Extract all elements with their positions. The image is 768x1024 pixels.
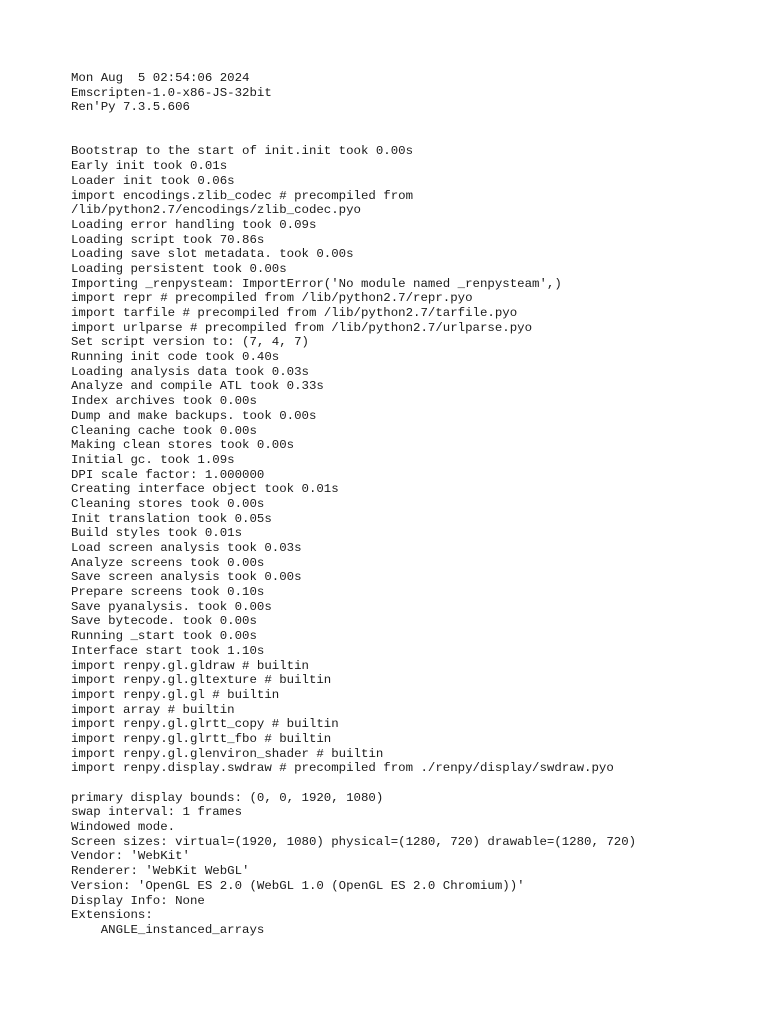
log-line: Init translation took 0.05s bbox=[71, 511, 272, 526]
log-line: swap interval: 1 frames bbox=[71, 805, 243, 820]
log-line: Interface start took 1.10s bbox=[71, 643, 265, 658]
log-line: Mon Aug 5 02:54:06 2024 bbox=[71, 71, 250, 85]
log-line: Loader init took 0.06s bbox=[71, 173, 235, 188]
log-line: Analyze screens took 0.00s bbox=[71, 555, 265, 570]
log-line: Dump and make backups. took 0.00s bbox=[71, 408, 317, 423]
log-line: Importing _renpysteam: ImportError('No module named _renpysteam',) bbox=[71, 276, 562, 291]
log-line: import urlparse # precompiled from /lib/python2.7/urlparse.pyo bbox=[71, 320, 533, 335]
log-line: /lib/python2.7/encodings/zlib_codec.pyo bbox=[71, 203, 361, 218]
log-line: import array # builtin bbox=[71, 702, 235, 717]
log-line: Loading analysis data took 0.03s bbox=[71, 364, 309, 379]
log-line: Display Info: None bbox=[71, 893, 205, 908]
log-line: import repr # precompiled from /lib/python2.7/repr.pyo bbox=[71, 291, 473, 306]
log-line: Build styles took 0.01s bbox=[71, 526, 243, 541]
log-line: Prepare screens took 0.10s bbox=[71, 585, 265, 600]
log-line: Version: 'OpenGL ES 2.0 (WebGL 1.0 (OpenGL ES 2.0 Chromium))' bbox=[71, 878, 525, 893]
log-line bbox=[71, 115, 636, 130]
log-line: Save bytecode. took 0.00s bbox=[71, 614, 257, 629]
log-line: import renpy.gl.gl # builtin bbox=[71, 687, 280, 702]
log-line: Load screen analysis took 0.03s bbox=[71, 541, 302, 555]
log-line bbox=[71, 130, 636, 145]
log-line bbox=[71, 776, 636, 791]
log-line: Set script version to: (7, 4, 7) bbox=[71, 335, 309, 350]
log-line: Analyze and compile ATL took 0.33s bbox=[71, 379, 324, 394]
log-line: Cleaning stores took 0.00s bbox=[71, 496, 265, 511]
log-line: Renderer: 'WebKit WebGL' bbox=[71, 864, 250, 879]
log-line: import renpy.gl.glrtt_copy # builtin bbox=[71, 717, 339, 732]
log-line: ANGLE_instanced_arrays bbox=[71, 922, 265, 937]
log-line: Vendor: 'WebKit' bbox=[71, 849, 190, 864]
log-line: Creating interface object took 0.01s bbox=[71, 482, 339, 497]
log-line: Making clean stores took 0.00s bbox=[71, 438, 295, 453]
log-line: import renpy.display.swdraw # precompiled from ./renpy/display/swdraw.pyo bbox=[71, 761, 614, 776]
log-line: Save pyanalysis. took 0.00s bbox=[71, 599, 272, 614]
log-line: Loading script took 70.86s bbox=[71, 232, 265, 247]
log-line: import renpy.gl.gltexture # builtin bbox=[71, 673, 332, 688]
log-line: Index archives took 0.00s bbox=[71, 394, 257, 409]
log-line: import tarfile # precompiled from /lib/python2.7/tarfile.pyo bbox=[71, 306, 518, 320]
log-line: import renpy.gl.glenviron_shader # builtin bbox=[71, 746, 384, 761]
log-line: Initial gc. took 1.09s bbox=[71, 452, 235, 467]
log-line: Cleaning cache took 0.00s bbox=[71, 423, 257, 438]
log-text bbox=[71, 71, 636, 938]
log-line: Running _start took 0.00s bbox=[71, 629, 257, 644]
log-line: Running init code took 0.40s bbox=[71, 350, 280, 365]
log-line: Screen sizes: virtual=(1920, 1080) physical=(1280, 720) drawable=(1280, 720) bbox=[71, 834, 637, 849]
log-line: Loading save slot metadata. took 0.00s bbox=[71, 247, 354, 262]
log-line: Ren'Py 7.3.5.606 bbox=[71, 100, 190, 115]
log-line: Emscripten-1.0-x86-JS-32bit bbox=[71, 85, 272, 100]
log-line: import renpy.gl.glrtt_fbo # builtin bbox=[71, 731, 332, 746]
log-line: Save screen analysis took 0.00s bbox=[71, 570, 302, 585]
log-line: import renpy.gl.gldraw # builtin bbox=[71, 658, 309, 673]
log-line: Early init took 0.01s bbox=[71, 159, 228, 174]
log-line: Loading persistent took 0.00s bbox=[71, 261, 287, 276]
log-line: Bootstrap to the start of init.init took 0.00s bbox=[71, 144, 414, 159]
log-line: Windowed mode. bbox=[71, 820, 176, 835]
log-line: import encodings.zlib_codec # precompiled from bbox=[71, 188, 414, 203]
log-line: DPI scale factor: 1.000000 bbox=[71, 467, 265, 482]
log-line: primary display bounds: (0, 0, 1920, 1080) bbox=[71, 790, 384, 805]
log-line: Extensions: bbox=[71, 908, 153, 923]
log-line: Loading error handling took 0.09s bbox=[71, 217, 317, 232]
